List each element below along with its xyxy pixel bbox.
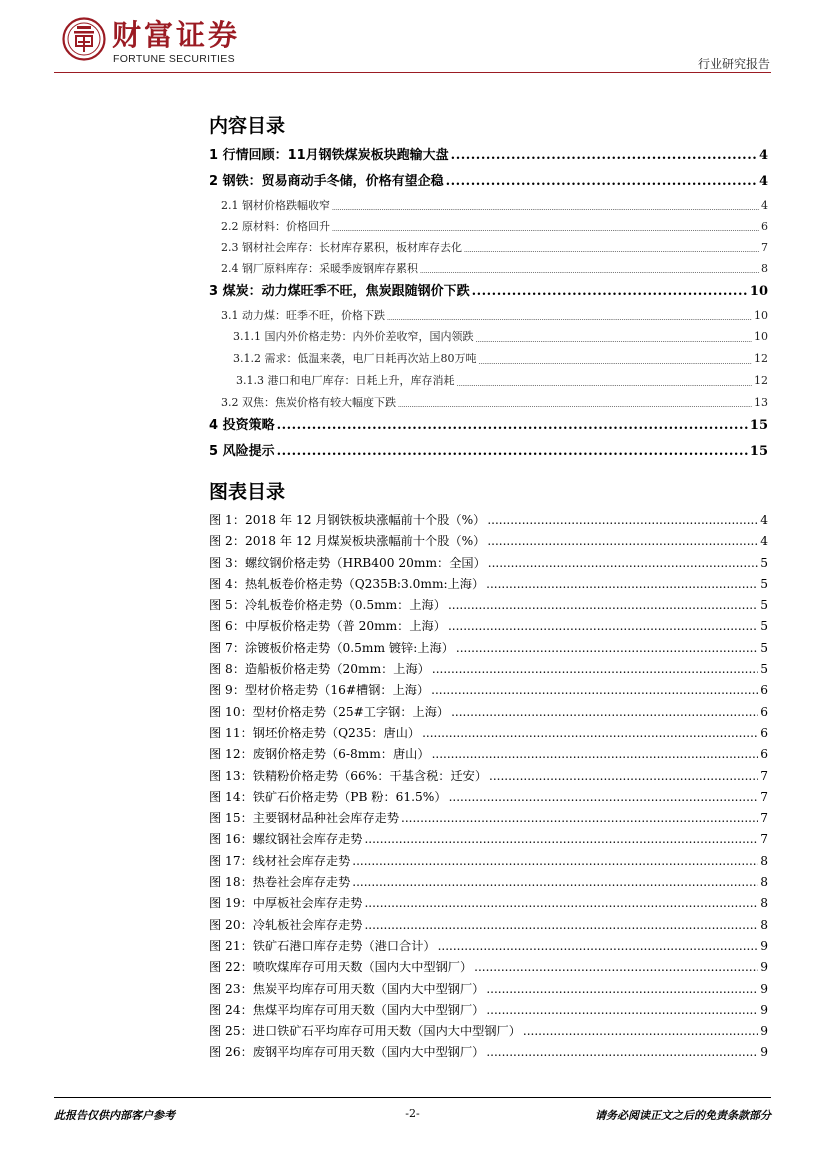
- figure-entry[interactable]: 图 9：型材价格走势（16#槽钢：上海） ..... 6: [209, 680, 768, 701]
- toc-title: 内容目录: [209, 115, 286, 137]
- figure-entry[interactable]: 图 4：热轧板卷价格走势（Q235B:3.0mm:上海） ..... 5: [209, 574, 768, 595]
- toc-entry[interactable]: 2.2 原材料：价格回升 ..... 6: [209, 216, 768, 237]
- figure-entry[interactable]: 图 13：铁精粉价格走势（66%：干基含税：迁安） ..... 7: [209, 766, 768, 787]
- toc-entry[interactable]: 3.1.2 需求：低温来袭，电厂日耗再次站上80万吨 ..... 12: [209, 348, 768, 370]
- figure-entry[interactable]: 图 18：热卷社会库存走势 ..... 8: [209, 872, 768, 893]
- toc-entry[interactable]: 1 行情回顾：11月钢铁煤炭板块跑输大盘 ..... 4: [209, 143, 768, 169]
- figure-entry[interactable]: 图 15：主要钢材品种社会库存走势 ..... 7: [209, 808, 768, 829]
- figure-entry[interactable]: 图 5：冷轧板卷价格走势（0.5mm：上海） ..... 5: [209, 595, 768, 616]
- toc-entry[interactable]: 2.1 钢材价格跌幅收窄 ..... 4: [209, 195, 768, 216]
- toc-entry[interactable]: 3 煤炭：动力煤旺季不旺，焦炭跟随钢价下跌 ..... 10: [209, 279, 768, 305]
- toc-entry[interactable]: 3.1.1 国内外价格走势：内外价差收窄，国内领跌 ..... 10: [209, 326, 768, 348]
- toc-entry[interactable]: 2.4 钢厂原料库存：采暖季废钢库存累积 ..... 8: [209, 258, 768, 279]
- report-type: 行业研究报告: [697, 57, 770, 71]
- page-number: -2-: [405, 1107, 420, 1120]
- toc-entry[interactable]: 4 投资策略 ..... 15: [209, 413, 768, 439]
- figure-entry[interactable]: 图 16：螺纹钢社会库存走势 ..... 7: [209, 829, 768, 850]
- figure-entry[interactable]: 图 10：型材价格走势（25#工字钢：上海） ..... 6: [209, 702, 768, 723]
- figure-entry[interactable]: 图 11：钢坯价格走势（Q235：唐山） ..... 6: [209, 723, 768, 744]
- figure-entry[interactable]: 图 22：喷吹煤库存可用天数（国内大中型钢厂） ..... 9: [209, 957, 768, 978]
- figure-entry[interactable]: 图 21：铁矿石港口库存走势（港口合计） ..... 9: [209, 936, 768, 957]
- toc-entry[interactable]: 2.3 钢材社会库存：长材库存累积，板材库存去化 ..... 7: [209, 237, 768, 258]
- figure-entry[interactable]: 图 7：涂镀板价格走势（0.5mm 镀锌:上海） ..... 5: [209, 638, 768, 659]
- toc-entry[interactable]: 2 钢铁：贸易商动手冬储，价格有望企稳 ..... 4: [209, 169, 768, 195]
- footer-notice: 请务必阅读正文之后的免责条款部分: [595, 1109, 771, 1122]
- figure-entry[interactable]: 图 19：中厚板社会库存走势 ..... 8: [209, 893, 768, 914]
- toc-entry[interactable]: 3.1 动力煤：旺季不旺，价格下跌 ..... 10: [209, 305, 768, 326]
- page-footer: [54, 1097, 771, 1127]
- figure-entry[interactable]: 图 26：废钢平均库存可用天数（国内大中型钢厂） ..... 9: [209, 1042, 768, 1063]
- figure-entry[interactable]: 图 17：线材社会库存走势 ..... 8: [209, 851, 768, 872]
- header-divider: [54, 72, 771, 73]
- figure-entry[interactable]: 图 20：冷轧板社会库存走势 ..... 8: [209, 915, 768, 936]
- figure-entry[interactable]: 图 14：铁矿石价格走势（PB 粉：61.5%） ..... 7: [209, 787, 768, 808]
- figure-entry[interactable]: 图 12：废钢价格走势（6-8mm：唐山） ..... 6: [209, 744, 768, 765]
- toc-entry[interactable]: 5 风险提示 ..... 15: [209, 439, 768, 465]
- figure-entry[interactable]: 图 25：进口铁矿石平均库存可用天数（国内大中型钢厂） ..... 9: [209, 1021, 768, 1042]
- figure-entry[interactable]: 图 24：焦煤平均库存可用天数（国内大中型钢厂） ..... 9: [209, 1000, 768, 1021]
- footer-divider: [54, 1097, 771, 1098]
- figure-entry[interactable]: 图 6：中厚板价格走势（普 20mm：上海） ..... 5: [209, 616, 768, 637]
- brand-name-cn: 财富证券: [112, 18, 241, 52]
- figure-entry[interactable]: 图 3：螺纹钢价格走势（HRB400 20mm：全国） ..... 5: [209, 553, 768, 574]
- toc-list: [209, 143, 768, 465]
- page-header: [0, 0, 827, 80]
- footer-disclaimer: 此报告仅供内部客户参考: [54, 1109, 175, 1122]
- fortune-securities-logo-icon: [62, 17, 106, 61]
- figure-entry[interactable]: 图 2：2018 年 12 月煤炭板块涨幅前十个股（%） ..... 4: [209, 531, 768, 552]
- figure-entry[interactable]: 图 23：焦炭平均库存可用天数（国内大中型钢厂） ..... 9: [209, 979, 768, 1000]
- toc-entry[interactable]: 3.2 双焦：焦炭价格有较大幅度下跌 ..... 13: [209, 392, 768, 413]
- figures-title: 图表目录: [209, 481, 286, 503]
- figure-entry[interactable]: 图 1：2018 年 12 月钢铁板块涨幅前十个股（%） ..... 4: [209, 510, 768, 531]
- figure-entry[interactable]: 图 8：造船板价格走势（20mm：上海） ..... 5: [209, 659, 768, 680]
- figure-list: [209, 510, 768, 1064]
- brand-name-en: FORTUNE SECURITIES: [113, 53, 235, 65]
- toc-entry[interactable]: 3.1.3 港口和电厂库存：日耗上升，库存消耗 ..... 12: [209, 370, 768, 392]
